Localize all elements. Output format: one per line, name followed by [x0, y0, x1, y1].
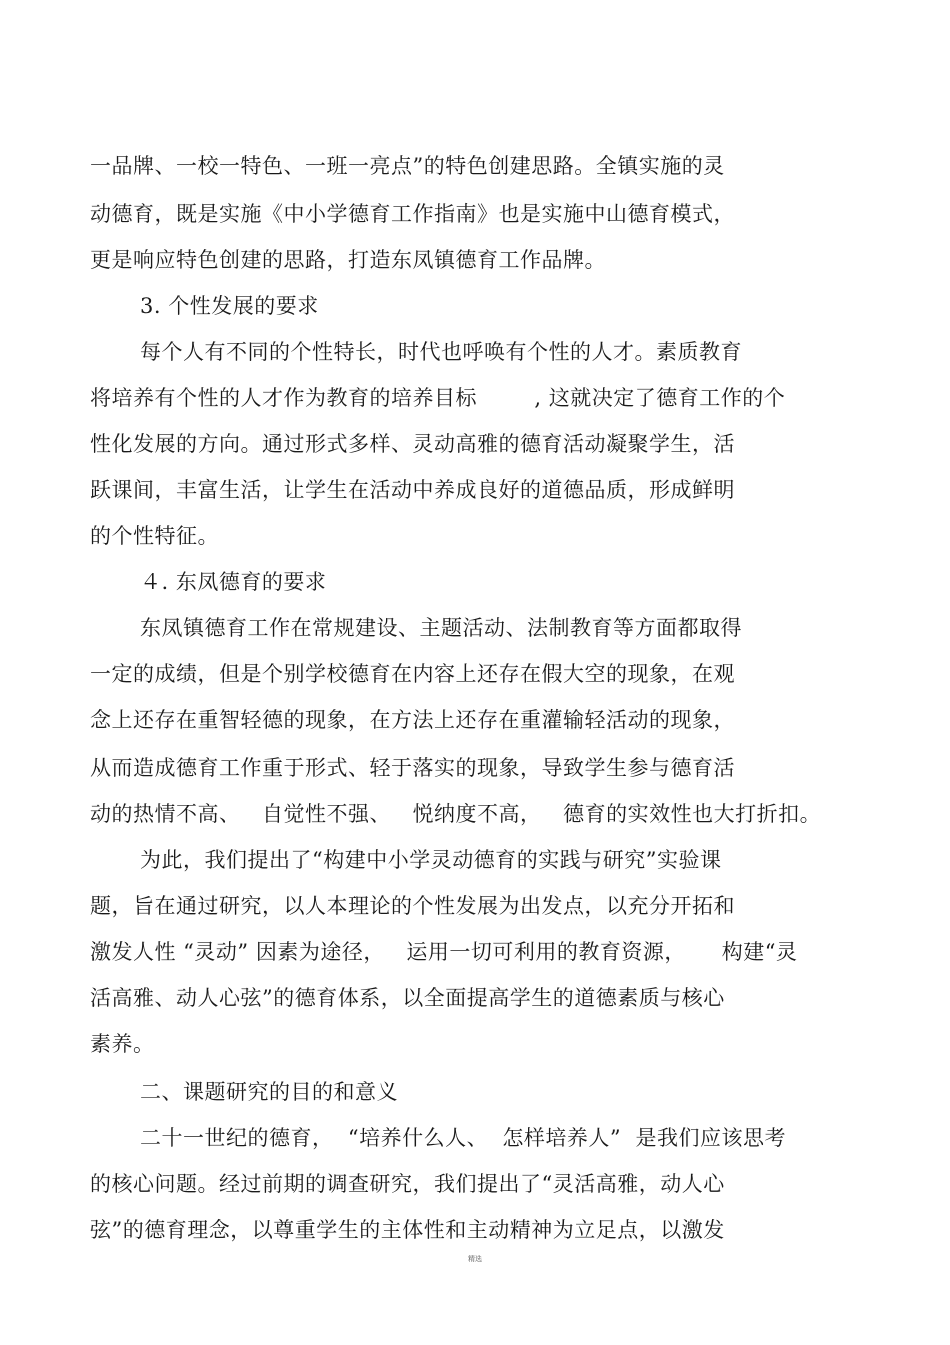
- text-line: 激发人性 “灵动” 因素为途径， 运用一切可利用的教育资源， 构建“灵: [90, 940, 798, 964]
- text-line: 每个人有不同的个性特长，时代也呼唤有个性的人才。素质教育: [140, 340, 742, 364]
- text-line: 东凤镇德育工作在常规建设、主题活动、法制教育等方面都取得: [140, 616, 742, 640]
- text-line: 更是响应特色创建的思路，打造东凤镇德育工作品牌。: [90, 248, 606, 272]
- text-line: 素养。: [90, 1032, 155, 1056]
- text-line: 二十一世纪的德育， “培养什么人、 怎样培养人” 是我们应该思考: [140, 1126, 787, 1150]
- text-line: 动的热情不高、 自觉性不强、 悦纳度不高， 德育的实效性也大打折扣。: [90, 802, 822, 826]
- text-line: 的核心问题。经过前期的调查研究，我们提出了“灵活高雅，动人心: [90, 1172, 725, 1196]
- text-line: 动德育，既是实施《中小学德育工作指南》也是实施中山德育模式，: [90, 202, 735, 226]
- section-heading: ４. 东凤德育的要求: [140, 570, 327, 594]
- text-line: 活高雅、动人心弦”的德育体系，以全面提高学生的道德素质与核心: [90, 986, 725, 1010]
- section-heading: 3. 个性发展的要求: [140, 294, 319, 318]
- text-line: 题，旨在通过研究，以人本理论的个性发展为出发点，以充分开拓和: [90, 894, 735, 918]
- text-line: 的个性特征。: [90, 524, 219, 548]
- text-line: 将培养有个性的人才作为教育的培养目标 , 这就决定了德育工作的个: [90, 386, 786, 410]
- text-line: 弦”的德育理念，以尊重学生的主体性和主动精神为立足点，以激发: [90, 1218, 725, 1242]
- section-heading: 二、课题研究的目的和意义: [140, 1080, 398, 1104]
- text-line: 跃课间，丰富生活，让学生在活动中养成良好的道德品质，形成鲜明: [90, 478, 735, 502]
- page-footer: 精选: [468, 1255, 482, 1263]
- text-line: 性化发展的方向。通过形式多样、灵动高雅的德育活动凝聚学生，活: [90, 432, 735, 456]
- text-line: 为此，我们提出了“构建中小学灵动德育的实践与研究”实验课: [140, 848, 722, 872]
- text-line: 从而造成德育工作重于形式、轻于落实的现象，导致学生参与德育活: [90, 756, 735, 780]
- text-line: 念上还存在重智轻德的现象，在方法上还存在重灌输轻活动的现象，: [90, 708, 735, 732]
- text-line: 一定的成绩，但是个别学校德育在内容上还存在假大空的现象，在观: [90, 662, 735, 686]
- text-line: 一品牌、一校一特色、一班一亮点”的特色创建思路。全镇实施的灵: [90, 154, 725, 178]
